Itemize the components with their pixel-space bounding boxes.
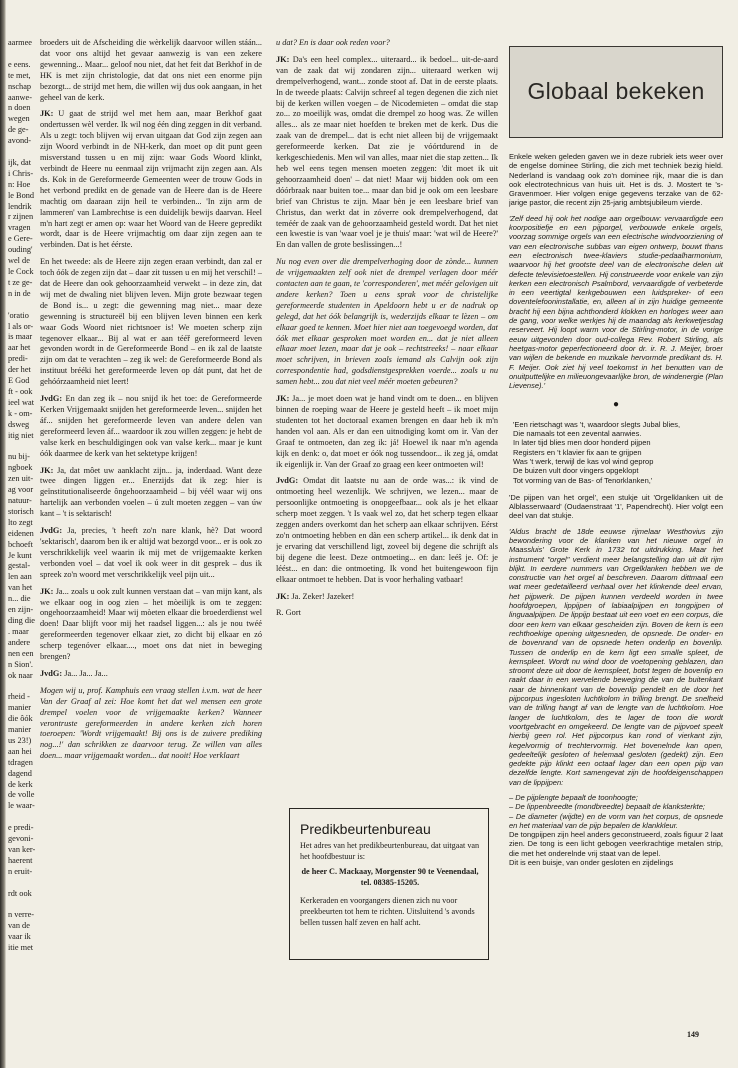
margin-fragment: ft - ook <box>8 386 33 396</box>
interview-left-paragraph: JvdG: Ja... Ja... Ja... <box>40 668 108 678</box>
margin-fragment: ding die <box>8 615 35 625</box>
interview-middle-paragraph: JK: Da's een heel complex... uiteraard... ik bedoel... uit-de-aard van de zaak dat wij zondaren zijn... uiteraard werken wij drempelverhogend, want... zonde stoot af. Dat in de eerste plaats. In de tweede plaats: Calvijn schreef al tegen degenen die zich niet bij de kerken willen voegen – de Nicodemieten – omdat die stap zo... zo moeilijk was, omdat die drempel zo hoog was. Ze willen alles... als ze maar niet hoefden te breken met de kerk. Dus die zaak van de drempel... dat is echt niet alleen bij de vrijgemaakt gereformeerde kerken. Dat zie je vóórtdurend in de kerkgeschiedenis. Men wil van alles, maar niet die stap zetten... Ik heb wel eens tegen mensen moeten zeggen: 'dit moet ik uit gehoorzaamheid doen' – dat niet! Maar wij bidden ook om een dóórbraak naar buiten toe... maar dan bid je ook om een leesbare brief van Christus te zijn. Maar bèn je een leesbare brief van Christus, dan werkt dat in zóverre ook drempelverhogend, dat teméér de zaak van de gehoorzaamheid gesteld wordt. Dat het niet een kwestie is van 'waar voel je je thuis' maar: 'wat wil de Heere?' En dan vallen de grote beslissingen...! <box>276 54 498 250</box>
margin-fragment: e Gere- <box>8 234 33 244</box>
speaker-tag: JK: <box>276 394 290 404</box>
margin-fragment <box>8 899 36 910</box>
margin-fragment <box>8 812 36 823</box>
margin-fragment: le Bond <box>8 190 35 200</box>
list-item: Dit is een buisje, van onder gesloten en zijdelings <box>509 858 674 868</box>
margin-fragment: gevoni- <box>8 834 34 844</box>
margin-fragment: nu bij- <box>8 452 30 462</box>
margin-fragment: n Sion'. <box>8 659 34 669</box>
margin-fragment: n: Hoe <box>8 179 31 189</box>
interview-middle-paragraph: JvdG: Omdat dit laatste nu aan de orde was...: ik vind de ontmoeting heel wezenlijk. We schrijven, we lezen... maar de persoonlijke ontmoeting is onopgeefbaar... ook als je het elkaar scherp moet zeggen. 't Is vaak wel zo, dat het scherp tegen elkaar zeggen anders overkomt dan het scherp aan elkaar schrijven. Eérst zo'n ontmoeting hebben en dàn een scherp artikel... ik denk dat in je ervaring dat verschillend ligt, zoveel bij degene die schrijft als bij degene die leest. Deze ontmoeting... en dan: leéŝ je. Of: je léést... en dan: die ontmoeting. Ik vond het buitengewoon fijn elkaar ontmoet te hebben. Dat is voor herhaling vatbaar! <box>276 476 498 584</box>
margin-fragment: l als or- <box>8 321 34 331</box>
margin-fragment: gestal- <box>8 561 31 571</box>
margin-fragment: dsweg <box>8 419 30 429</box>
intro-paragraph: Enkele weken geleden gaven we in deze rubriek iets weer over de engelse dominee Stirling, die zich met techniek bezig hield. Nederland is vandaag ook zo'n dominee rijk, maar die is dan ook electrotechnicus van huis uit. Het is ds. J. Mostert te 's-Gravenmoer. Hier volgen enige gegevens terzake van de 62-jarige pastor, die recent zijn 25-jarig ambtsjubileum vierde. <box>509 152 723 208</box>
list-item: – De pijplengte bepaalt de toonhoogte; <box>509 793 638 802</box>
margin-fragment: tdragen <box>8 757 33 767</box>
interview-column-middle <box>276 38 498 718</box>
author-signature: R. Gort <box>276 608 301 618</box>
margin-fragment: vaar ik <box>8 932 31 942</box>
margin-fragment: avond- <box>8 136 32 146</box>
margin-fragment: n verre- <box>8 910 35 920</box>
margin-fragment <box>8 441 36 452</box>
quote-paragraph: 'Zelf deed hij ook het nodige aan orgelbouw: vervaardigde een koorpositiefje en een pijporgel, verbouwde enkele orgels, voorzag sommige orgels van een electrische windvoorziening of van een electronische subbas van eigen ontwerp, bouwt thans een electronisch twee-klaviers studie-pedaalharmonium, waarvoor hij het grootste deel van de electronische delen uit defecte televisietoestellen. Hij construeerde voor enkele van zijn kerken een electronisch Psalmbord, vervaardigde of verbeterde in een veertigtal kerkgebouwen een luidspreker- of een doventelefooninstallatie, en, alleen al in zijn huidige gemeente bracht hij een bijna achthonderd klokken en horloges weer aan de gang, voor welke werkjes hij de maandag als kerkwetjesdag reserveert. Hij loopt warm voor de Stirling-motor, in de vorige eeuw uitgevonden door oud-collega Rev. Robert Stirling, als heetgas-motor geperfectioneerd door dr. ir. R. J. Meijer, broer van wijlen de bekende en muzikale hervormde predikant ds. H. F. Meijer. Ook ziet hij veel toekomst in het benutten van de onuitputtelijke en milieuongevaarlijke bron, de windenergie (Plan Lievense).' <box>509 213 723 391</box>
margin-fragment: us 23!) <box>8 735 32 745</box>
list-item: De tongpijpen zijn heel anders geconstrueerd, zoals figuur 2 laat zien. De tong is een licht gebogen veerkrachtige metalen strip, die met het onderelnde vrij staat van de lepel. <box>509 830 723 858</box>
margin-fragment: van het <box>8 583 33 593</box>
speaker-tag: JK: <box>40 586 54 596</box>
margin-fragment <box>8 878 36 889</box>
margin-fragment: nen een <box>8 648 34 658</box>
margin-fragment: bchoeft <box>8 539 33 549</box>
globaal-bekeken-column <box>509 38 723 1033</box>
margin-fragment: ieel wat <box>8 397 35 407</box>
margin-fragment: i Chris- <box>8 168 34 178</box>
margin-fragment: wel de <box>8 256 30 266</box>
margin-fragment: van ker- <box>8 844 36 854</box>
margin-fragment: n eruit- <box>8 866 33 876</box>
interview-left-paragraph: JvdG: En dan zeg ik – nou snijd ik het toe: de Gereformeerde Kerken Vrijgemaakt snijden het gereformeerde leven... snijden het áf... snijden het gereformeerde leven van andere delen van gereformeerd leven áf... waardoor ik zou willen zeggen: je hebt de valse kerk en beschuldigingen ook van valse kerk... maar je kunt óók daarmee de kerk van het sektetype krijgen! <box>40 394 262 458</box>
margin-fragment: manier <box>8 725 32 735</box>
box-note: Kerkeraden en voorgangers dienen zich nu voor preekbeurten tot hem te richten. Uitsluitend 's avonds bellen tussen half zeven en half acht. <box>300 896 475 927</box>
poem-line: Registers en 't klavier fix aan te grijpen <box>513 447 642 457</box>
poem-line: Was 't werk, terwijl de kas vol wind geprop <box>513 456 654 466</box>
margin-fragment: lendrik <box>8 201 32 211</box>
lip-pipe-properties-list <box>509 793 723 867</box>
list-item: – De lippenbreedte (mondbreedte) bepaalt de klanksterkte; <box>509 802 705 812</box>
margin-fragment: die ôók <box>8 714 33 724</box>
speaker-tag: JK: <box>40 109 54 119</box>
margin-fragment: itig niet <box>8 430 34 440</box>
margin-fragment: predi- <box>8 354 28 364</box>
interview-left-paragraph: JK: Ja, dat môet uw aanklacht zijn... ja, inderdaad. Want deze twee dingen liggen er... Enerzijds dat ik zeg: hier is geïnstitutionaliseerde ôngehoorzaamheid – bij véél waar wij ons hartelijk aan verbonden voelen – ú zult moeten zeggen – van úw kant – 't is sektarisch! <box>40 465 262 519</box>
margin-fragment: andere <box>8 637 31 647</box>
poem-line: In later tijd blies men door honderd pijpen <box>513 438 651 448</box>
binding-spine <box>0 0 6 1068</box>
margin-fragment: n doen <box>8 103 31 113</box>
interview-middle-paragraph: u dat? En is daar ook reden voor? <box>276 38 390 47</box>
margin-fragment: t ze ge- <box>8 277 33 287</box>
poem-line: Die namaals tot een zevental aanwies. <box>513 429 642 439</box>
interview-left-paragraph: broeders uit de Afscheiding die wèrkelijk daarvoor willen stáán... dat voor ons altijd het gevaar aanwezig is van een zekere gewenning... Maar... geloof nou niet, dat het feit dat Berkhof in de HK is met zijn christologie, dat dat ons niet een enorme pijn bezorgt... de strijd met hem, die willen wij dus ook aangaan, in het geheel van de kerk. <box>40 38 262 102</box>
margin-fragment: ag voor <box>8 485 34 495</box>
speaker-tag: JvdG: <box>40 394 63 404</box>
margin-fragment: de ge- <box>8 125 29 135</box>
cropped-margin-column <box>8 38 36 954</box>
margin-fragment: ngboek <box>8 463 33 473</box>
margin-fragment: aar het <box>8 343 31 353</box>
margin-fragment: te met, <box>8 70 31 80</box>
margin-fragment: 'oratio <box>8 310 29 320</box>
margin-fragment: itie met <box>8 943 34 953</box>
speaker-tag: JK: <box>40 465 54 475</box>
margin-fragment: e eens. <box>8 59 31 69</box>
predikbeurtenbureau-box <box>289 808 489 960</box>
interview-middle-paragraph: JK: Ja... je moet doen wat je hand vindt om te doen... en blijven binnen de roeping waar de Heere je gesteld heeft – ik moet mijn studenten tot het doctoraal examen brengen en daar heb ik m'n handen vol aan. Als er dan een uitnodiging komt om ir. Van der Graaf te ontmoeten, dan zeg ik: já! Hoewel ik naar m'n agenda kijk en denk: o, dat moet er óók nog tussendoor... ik zeg já, omdat ik eigenlijk ir. Van der Graaf zo graag een keer ontmoeten wil! <box>276 394 498 469</box>
margin-fragment: rdt ook <box>8 888 32 898</box>
poem-line: Tot vorming van de Bas- of Tenorklanken,' <box>513 475 653 485</box>
margin-fragment: haerent <box>8 855 33 865</box>
margin-fragment: eidenen <box>8 528 34 538</box>
margin-fragment: en zijn- <box>8 605 34 615</box>
margin-fragment <box>8 49 36 60</box>
margin-fragment: e predi- <box>8 823 34 833</box>
organ-article: 'Aldus bracht de 18de eeuwse rijmelaar Westhovius zijn bewondering voor de klanken van het nieuwe orgel in Maassluis' Grote Kerk in 1732 tot uitdrukking. Maar het instrument "orgel" verdient meer belangstelling dan uit dit rijm blijkt. In eerdere nummers van Orgelklanken hebben we de constructie van het orgel al beschreven. Daarom dittmaal een wat meer gedetailleerd verhaal over het klinkende deel ervan, het pijpwerk. De pijpen kunnen verdeeld worden in twee hoofdgroepen, lippijpen of labiaalpijpen en tongpijpen of linguaalpijpen. De lippijp bestaat uit een voet en een corpus, die door een kern van elkaar gescheiden zijn. Boven de kern is een rechthoekige opening uitgesneden, de opsnede. De onder- en de bovenrand van de opsnede heten onderlip en bovenlip. Tussen de onderlip en de kern ligt een smalle spleet, de kernspleet. Wordt nu wind door de voetopening geblazen, dan stroomt deze uit door de kernspleet, botst tegen de bovenlip en raakt daar in een wervelende beweging die van de buitenkant naar de binnenkant van de bovenlip pendelt en de door het pijpcorpus ingesloten luchtkolom in trilling brengt. De snelheid van de trilling hangt af van de lengte van de luchtkolom. Hoe langer de luchtkolom, des te lager de toon die wordt voortgebracht en omgekeerd. De lengte van de pijpvoet speelt hierbij geen rol. Het pijpcorpus kan rond of vierkant zijn, kegelvormig of trechtervormig. Het bovenelnde kan open, gedeeltelijk gesloten of helemaal gesloten (gedekt) zijn. Een gedekte pijp klinkt een octaaf lager dan een open pijp van dezelfde lengte. Kort samengevat zijn de hoofdeigenschappen van de lippijpen: <box>509 526 723 787</box>
margin-fragment: ijk, dat <box>8 157 32 167</box>
poem-source: 'De pijpen van het orgel', een stukje uit 'Orgelklanken uit de Alblasserwaard' (Oudaenstraat '1', Papendrecht). Hier volgt een deel van dat stukje. <box>509 492 723 521</box>
interview-column-left <box>40 38 262 1028</box>
interview-middle-paragraph: JK: Ja. Zeker! Jazeker! <box>276 591 355 601</box>
margin-fragment: le waar- <box>8 801 35 811</box>
interview-left-paragraph: En het tweede: als de Heere zijn zegen eraan verbindt, dan zal er toch óók de zegen zijn dat – daar zit tussen u en mij het verschil! – dat de Heere dan ook gehoorzaamheid verwekt – in deze zin, dat wij met de dwaling niet blijven leven. Mijn grote bezwaar tegen de Bond is... u zegt: die gewenning mag niet... maar deze gewenning is structureël bij een blijven leven binnen een kerk waar Gods Woord niet richtsnoer is! We moeten scherp zijn tegenover elkaar... Bij al wat er aan tééř gereformeerd leven gevonden wordt in de Gereformeerde Bond – en ik zal de laatste zijn om dat te verachten – zeg ik wel: de Gereformeerde Bond als instituut brééki het gereformeerde leven op dát punt, dat het de gehóórzaamheid niet leert! <box>40 257 262 387</box>
poem-line: 'Een rietschagt was 't, waardoor slegts Jubal blies, <box>513 419 681 429</box>
margin-fragment: aan hei <box>8 746 32 756</box>
poem-line: De buizen vult door vingers opgeklopt <box>513 466 639 476</box>
margin-fragment: r zijnen <box>8 212 34 222</box>
margin-fragment: rheid - <box>8 692 30 702</box>
margin-fragment: k - om- <box>8 408 33 418</box>
box-intro: Het adres van het predikbeurtenbureau, dat uitgaat van het hoofdbestuur is: <box>300 841 480 861</box>
interview-middle-paragraph: Nu nog even over die drempelverhoging door de zònde... kunnen de vrijgemaakten zelf ook niet de drempel verlagen door méér contacten aan te gaan, te 'corresponderen', met méér gelovigen uit andere kerken? Toen u eens sprak voor de christelijke gereformeerde studenten in Apeldoorn hebt u er de nadruk op gelegd, dat het óók belangrijk is, wederzijds elkaar te lèzen – om elkaar goed te kennen. Moet hier niet aan toegevoegd worden, dat óók met elkaar gesproken moet worden en... dat je niet alleen elkaar moet lezen, maar dat je ook – rechtstreeks! – naar elkaar moet schrijven, in brieven zoals iemand als Calvijn ook zijn correspondentie had, godsdienstgesprekken voerde... zoals u nu samen hebt... zou dat niet veel méér moeten gebeuren? <box>276 257 498 387</box>
speaker-tag: JvdG: <box>40 526 63 536</box>
speaker-tag: JvdG: <box>276 476 299 486</box>
margin-fragment: wegen <box>8 114 30 124</box>
box-title: Predikbeurtenbureau <box>300 821 431 837</box>
margin-fragment: ok naar <box>8 670 33 680</box>
box-address: de heer C. Mackaay, Morgenster 90 te Veenendaal, tel. 08385-15205. <box>301 867 479 887</box>
margin-fragment: vragen <box>8 223 31 233</box>
margin-fragment: zen uit- <box>8 474 34 484</box>
interview-left-paragraph: Mogen wij u, prof. Kamphuis een vraag stellen i.v.m. wat de heer Van der Graaf al zei: Hoe komt het dat wel mensen een grote drempel voelen voor de vrijgemaakte kerken? Wanneer verontruste gereformeerden in andere kerken zich horen toeroepen: 'Wordt vrijgemaakt! Bij ons is de zuivere prediking nog...!' dan schrikken ze daarvoor terug. Ze willen van alles doen... maar vrijgemaakt worden... dat nooit! Hoe verklaart <box>40 685 262 761</box>
section-title: Globaal bekeken <box>527 78 705 105</box>
margin-fragment: ouding' <box>8 245 33 255</box>
speaker-tag: JK: <box>276 591 290 601</box>
margin-fragment: aanwe- <box>8 92 32 102</box>
margin-fragment: . maar <box>8 626 29 636</box>
margin-fragment: der het <box>8 365 31 375</box>
margin-fragment: is maar <box>8 332 33 342</box>
list-item: – De diameter (wijdte) en de vorm van het corpus, de opsnede en het materiaal van de pijp bepalen de klankkleur. <box>509 811 723 830</box>
margin-fragment: de volle <box>8 790 35 800</box>
margin-fragment <box>8 147 36 158</box>
poem <box>513 420 723 485</box>
margin-fragment: manier <box>8 703 32 713</box>
section-header <box>509 46 723 138</box>
margin-fragment: len aan <box>8 572 32 582</box>
margin-fragment: aarmee <box>8 38 32 47</box>
interview-left-paragraph: JK: U gaat de strijd wel met hem aan, maar Berkhof gaat ondertussen wèl verder. Ik wil nog één ding zeggen in dit verband. Als u zegt: toch blijven wij ervan uitgaan dat God zijn zegen aan zijn Woord verbindt in de NH-kerk, dan moet op dit punt geen misverstand tussen u en mij zijn: waar Gods Woord klinkt, verbindt de Heere nu eenmaal zijn vrijmacht zijn zegen aan. Als ds. Kok in de Gereformeerde Gemeenten weer de trouw Gods in het verbond predikt en de genade van de Heere dan is de Heere machtig om daaraan zijn heil te verbinden... 'In zijn arm de lammeren' van Lambrechtse is een duidelijk bewijs daarvan. Heel m'n hart zegt er amen op: waar het Woord van de Heere gepredikt wordt, daar is de Heere vrijmachtig om daar zijn zegen aan te verbinden. Dat is het éérste. <box>40 109 262 250</box>
separator-bullet: ● <box>612 399 620 411</box>
interview-left-paragraph: JvdG: Ja, precies, 't heeft zo'n nare klank, hè? Dat woord 'sektarisch', daarom ben ik er altijd wat bezorgd voor... er is ook zo verschrikkelijk veel waarin ik mij met de vrijgemaakte kerken verbonden voel – dat voel ik ook weer in dit gesprek – dus ik spreek zo'n woord met verschrikkelijk veel pijn uit... <box>40 526 262 579</box>
speaker-tag: JvdG: <box>40 668 63 678</box>
margin-fragment: n in de <box>8 288 31 298</box>
margin-fragment <box>8 681 36 692</box>
page-number: 149 <box>687 1030 699 1039</box>
margin-fragment: storisch <box>8 506 34 516</box>
margin-fragment <box>8 300 36 311</box>
margin-fragment: le Cock <box>8 267 34 276</box>
margin-fragment: natuur- <box>8 496 32 505</box>
speaker-tag: JK: <box>276 54 290 64</box>
interview-left-paragraph: JK: Ja... zoals u ook zult kunnen verstaan dat – van mijn kant, als we elkaar oog in oog zien – het mòeilijk is om te zeggen: ongehoorzaamheid! Maar wij mòeten elkaar die broederdienst wel doen! Daar blijft voor mij het raadsel liggen...: als je nou twéé gereformeerden tegenover elkaar ziet, zo dicht bij elkaar en zó scherp tegenóver elkaar...., moet ons dat niet in beweging brengen? <box>40 586 262 662</box>
margin-fragment: de kerk <box>8 779 33 789</box>
margin-fragment: n... die <box>8 594 31 604</box>
margin-fragment: van de <box>8 921 30 931</box>
margin-fragment: lto zegt <box>8 517 33 527</box>
margin-fragment: dagend <box>8 768 32 778</box>
margin-fragment: Je kunt <box>8 550 32 560</box>
margin-fragment: E God <box>8 376 30 386</box>
margin-fragment: nschap <box>8 81 32 91</box>
